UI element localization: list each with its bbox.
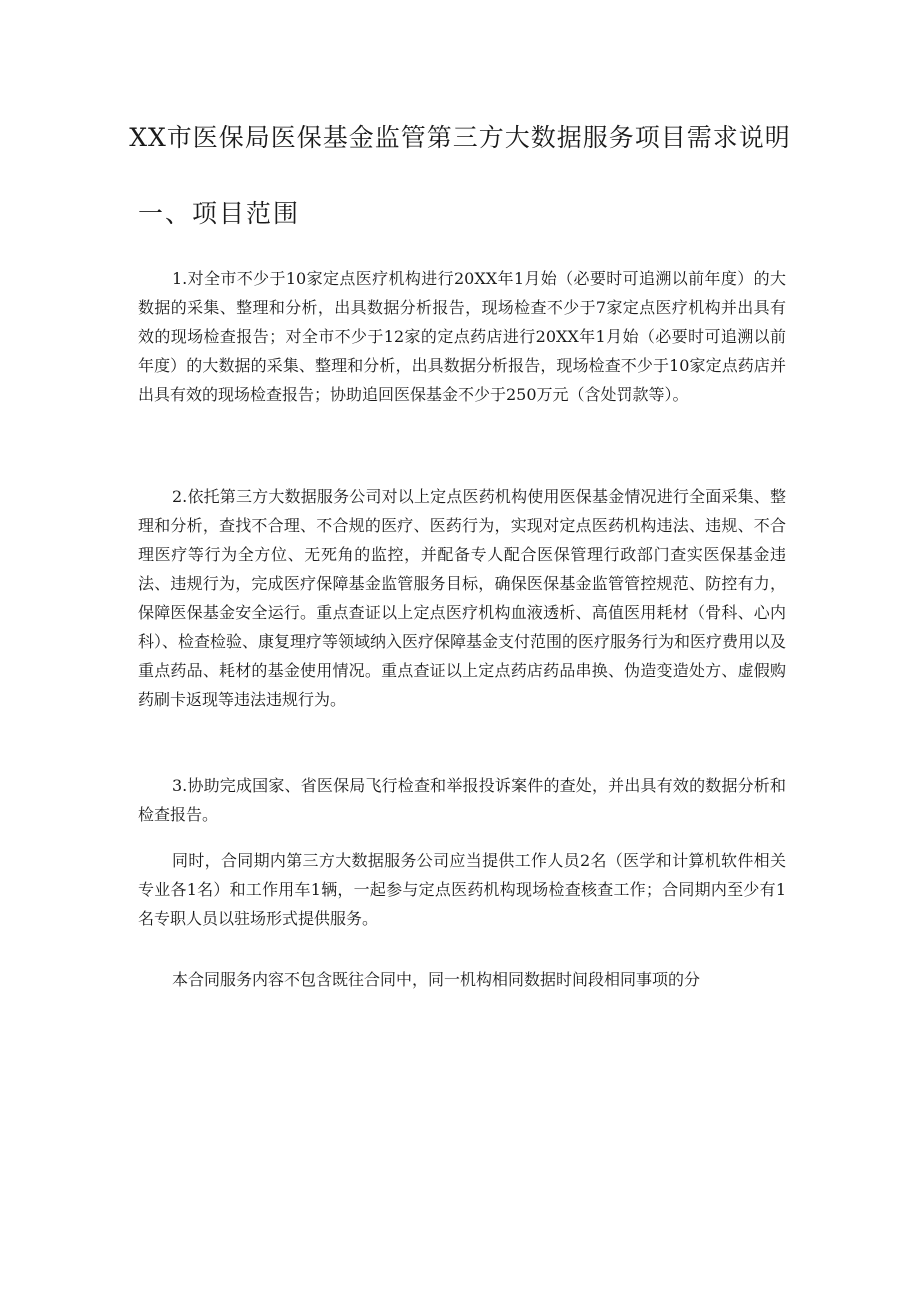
section-heading-project-scope: 一、项目范围 (138, 199, 301, 228)
paragraph-staffing: 同时，合同期内第三方大数据服务公司应当提供工作人员2名（医学和计算机软件相关专业各1名）和工作用车1辆，一起参与定点医药机构现场检查核查工作；合同期内至少有1名专职人员以驻场形式提供服务。 (138, 851, 786, 928)
paragraph-item-1: 1.对全市不少于10家定点医疗机构进行20XX年1月始（必要时可追溯以前年度）的大数据的采集、整理和分析，出具数据分析报告，现场检查不少于7家定点医疗机构并出具有效的现场检查报告；对全市不少于12家的定点药店进行20XX年1月始（必要时可追溯以前年度）的大数据的采集、整理和分析，出具数据分析报告，现场检查不少于10家定点药店并出具有效的现场检查报告；协助追回医保基金不少于250万元（含处罚款等）。 (138, 269, 786, 404)
paragraph-exclusion: 本合同服务内容不包含既往合同中，同一机构相同数据时间段相同事项的分 (172, 970, 701, 989)
document-title: XX市医保局医保基金监管第三方大数据服务项目需求说明 (129, 123, 791, 152)
paragraph-item-2: 2.依托第三方大数据服务公司对以上定点医药机构使用医保基金情况进行全面采集、整理和分析，查找不合理、不合规的医疗、医药行为，实现对定点医药机构违法、违规、不合理医疗等行为全方位、无死角的监控，并配备专人配合医保管理行政部门查实医保基金违法、违规行为，完成医疗保障基金监管服务目标，确保医保基金监管管控规范、防控有力，保障医保基金安全运行。重点查证以上定点医疗机构血液透析、高值医用耗材（骨科、心内科）、检查检验、康复理疗等领域纳入医疗保障基金支付范围的医疗服务行为和医疗费用以及重点药品、耗材的基金使用情况。重点查证以上定点药店药品串换、伪造变造处方、虚假购药刷卡返现等违法违规行为。 (138, 487, 787, 709)
paragraph-item-3: 3.协助完成国家、省医保局飞行检查和举报投诉案件的查处，并出具有效的数据分析和检查报告。 (138, 776, 786, 824)
